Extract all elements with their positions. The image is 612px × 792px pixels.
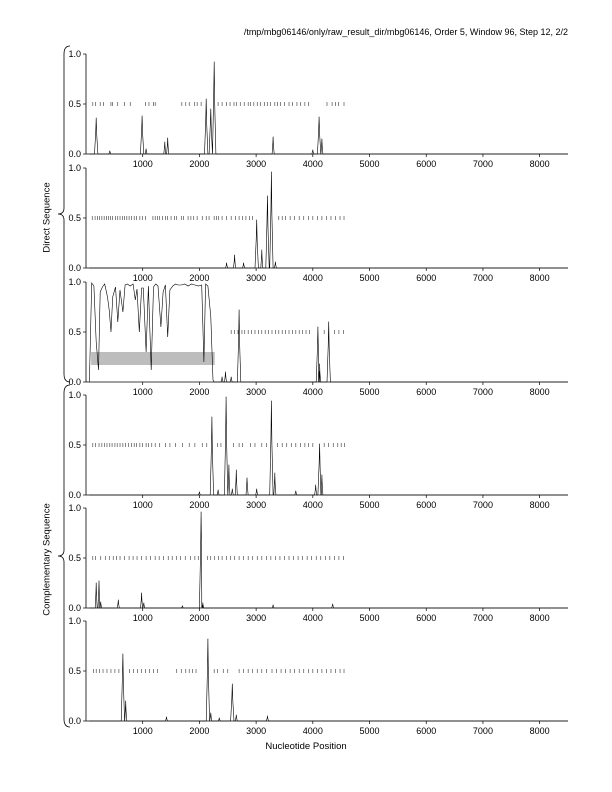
peak-point (328, 322, 329, 323)
peak-point (201, 512, 202, 513)
y-tick-label: 0.5 (68, 553, 81, 563)
peak-point (211, 417, 212, 418)
peak-point (256, 220, 257, 221)
peak-point (267, 716, 268, 717)
y-tick-label: 0.0 (68, 490, 81, 500)
peak-point (222, 377, 223, 378)
y-tick-label: 0.5 (68, 440, 81, 450)
x-tick-label: 1000 (132, 500, 153, 510)
x-axis-label: Nucleotide Position (265, 741, 347, 752)
x-tick-label: 7000 (472, 273, 493, 283)
direct-sequence-label: Direct Sequence (41, 182, 53, 253)
x-tick-label: 8000 (529, 159, 550, 169)
peak-point (256, 489, 257, 490)
peak-point (202, 603, 203, 604)
highlight-band (91, 352, 215, 365)
complementary-sequence-label: Complementary Sequence (41, 503, 53, 616)
x-tick-label: 4000 (302, 273, 323, 283)
peak-point (225, 372, 226, 373)
peak-point (142, 116, 143, 117)
series-line (89, 62, 568, 154)
y-tick-label: 0.5 (68, 327, 81, 337)
peak-point (267, 196, 268, 197)
peak-point (321, 475, 322, 476)
page-title: /tmp/mbg06146/only/raw_result_dir/mbg06146, Order 5, Window 96, Step 12, 2/2 (243, 27, 568, 37)
peak-point (274, 473, 275, 474)
x-tick-label: 3000 (246, 613, 267, 623)
peak-point (210, 713, 211, 714)
peak-point (219, 718, 220, 719)
peak-point (275, 262, 276, 263)
peak-point (319, 364, 320, 365)
y-tick-label: 0.0 (68, 149, 81, 159)
x-tick-label: 8000 (529, 613, 550, 623)
x-tick-label: 3000 (246, 500, 267, 510)
x-tick-label: 2000 (189, 387, 210, 397)
y-tick-label: 1.0 (68, 616, 81, 626)
x-tick-label: 5000 (359, 613, 380, 623)
y-tick-label: 0.0 (68, 603, 81, 613)
y-tick-label: 0.0 (68, 263, 81, 273)
x-tick-label: 6000 (416, 159, 437, 169)
x-tick-label: 8000 (529, 273, 550, 283)
peak-point (236, 715, 237, 716)
peak-point (125, 701, 126, 702)
peak-point (273, 605, 274, 606)
x-tick-label: 3000 (246, 387, 267, 397)
peak-point (167, 138, 168, 139)
peak-point (232, 489, 233, 490)
peak-point (295, 491, 296, 492)
y-tick-label: 0.0 (68, 377, 81, 387)
y-tick-label: 0.5 (68, 213, 81, 223)
peak-point (319, 117, 320, 118)
peak-point (243, 263, 244, 264)
peak-point (143, 603, 144, 604)
peak-point (318, 327, 319, 328)
peak-point (208, 639, 209, 640)
peak-point (261, 250, 262, 251)
y-tick-label: 1.0 (68, 503, 81, 513)
x-tick-label: 4000 (302, 159, 323, 169)
x-tick-label: 3000 (246, 726, 267, 736)
peak-point (226, 263, 227, 264)
x-tick-label: 7000 (472, 500, 493, 510)
peak-point (312, 150, 313, 151)
peak-point (234, 255, 235, 256)
x-tick-label: 5000 (359, 387, 380, 397)
x-tick-label: 5000 (359, 159, 380, 169)
x-tick-label: 3000 (246, 273, 267, 283)
x-tick-label: 1000 (132, 726, 153, 736)
x-tick-label: 2000 (189, 273, 210, 283)
peak-point (214, 62, 215, 63)
x-tick-label: 6000 (416, 726, 437, 736)
x-tick-label: 4000 (302, 726, 323, 736)
peak-point (109, 151, 110, 152)
peak-point (332, 604, 333, 605)
peak-point (232, 684, 233, 685)
x-tick-label: 3000 (246, 159, 267, 169)
x-tick-label: 2000 (189, 500, 210, 510)
peak-point (231, 377, 232, 378)
peak-point (122, 654, 123, 655)
peak-point (218, 490, 219, 491)
x-tick-label: 6000 (416, 500, 437, 510)
peak-point (315, 485, 316, 486)
y-tick-label: 0.5 (68, 99, 81, 109)
y-tick-label: 1.0 (68, 390, 81, 400)
x-tick-label: 2000 (189, 726, 210, 736)
x-tick-label: 5000 (359, 273, 380, 283)
peak-point (100, 602, 101, 603)
x-tick-label: 4000 (302, 500, 323, 510)
peak-point (182, 606, 183, 607)
x-tick-label: 8000 (529, 387, 550, 397)
x-tick-label: 1000 (132, 387, 153, 397)
x-tick-label: 8000 (529, 500, 550, 510)
x-tick-label: 6000 (416, 613, 437, 623)
peak-point (271, 172, 272, 173)
peak-point (239, 310, 240, 311)
series-line (89, 512, 568, 608)
x-tick-label: 5000 (359, 726, 380, 736)
peak-point (164, 142, 165, 143)
peak-point (236, 470, 237, 471)
peak-point (96, 583, 97, 584)
y-tick-label: 1.0 (68, 49, 81, 59)
x-tick-label: 7000 (472, 613, 493, 623)
peak-point (210, 109, 211, 110)
x-tick-label: 7000 (472, 387, 493, 397)
peak-point (273, 137, 274, 138)
x-tick-label: 8000 (529, 726, 550, 736)
peak-point (141, 593, 142, 594)
x-tick-label: 4000 (302, 613, 323, 623)
x-tick-label: 5000 (359, 500, 380, 510)
peak-point (166, 717, 167, 718)
x-tick-label: 1000 (132, 613, 153, 623)
peak-point (319, 444, 320, 445)
x-tick-label: 7000 (472, 726, 493, 736)
x-tick-label: 1000 (132, 159, 153, 169)
peak-point (228, 465, 229, 466)
y-tick-label: 1.0 (68, 277, 81, 287)
peak-point (226, 397, 227, 398)
x-tick-label: 4000 (302, 387, 323, 397)
peak-point (96, 118, 97, 119)
x-tick-label: 6000 (416, 387, 437, 397)
y-tick-label: 0.0 (68, 716, 81, 726)
peak-point (271, 401, 272, 402)
y-tick-label: 0.5 (68, 666, 81, 676)
y-tick-label: 1.0 (68, 163, 81, 173)
peak-point (247, 478, 248, 479)
x-tick-label: 2000 (189, 159, 210, 169)
x-tick-label: 1000 (132, 273, 153, 283)
x-tick-label: 6000 (416, 273, 437, 283)
peak-point (118, 600, 119, 601)
x-tick-label: 2000 (189, 613, 210, 623)
x-tick-label: 7000 (472, 159, 493, 169)
peak-point (99, 581, 100, 582)
series-line (89, 283, 568, 382)
peak-point (206, 99, 207, 100)
series-line (89, 172, 568, 268)
series-line (89, 639, 568, 721)
peak-point (146, 149, 147, 150)
peak-point (321, 139, 322, 140)
peak-point (199, 492, 200, 493)
